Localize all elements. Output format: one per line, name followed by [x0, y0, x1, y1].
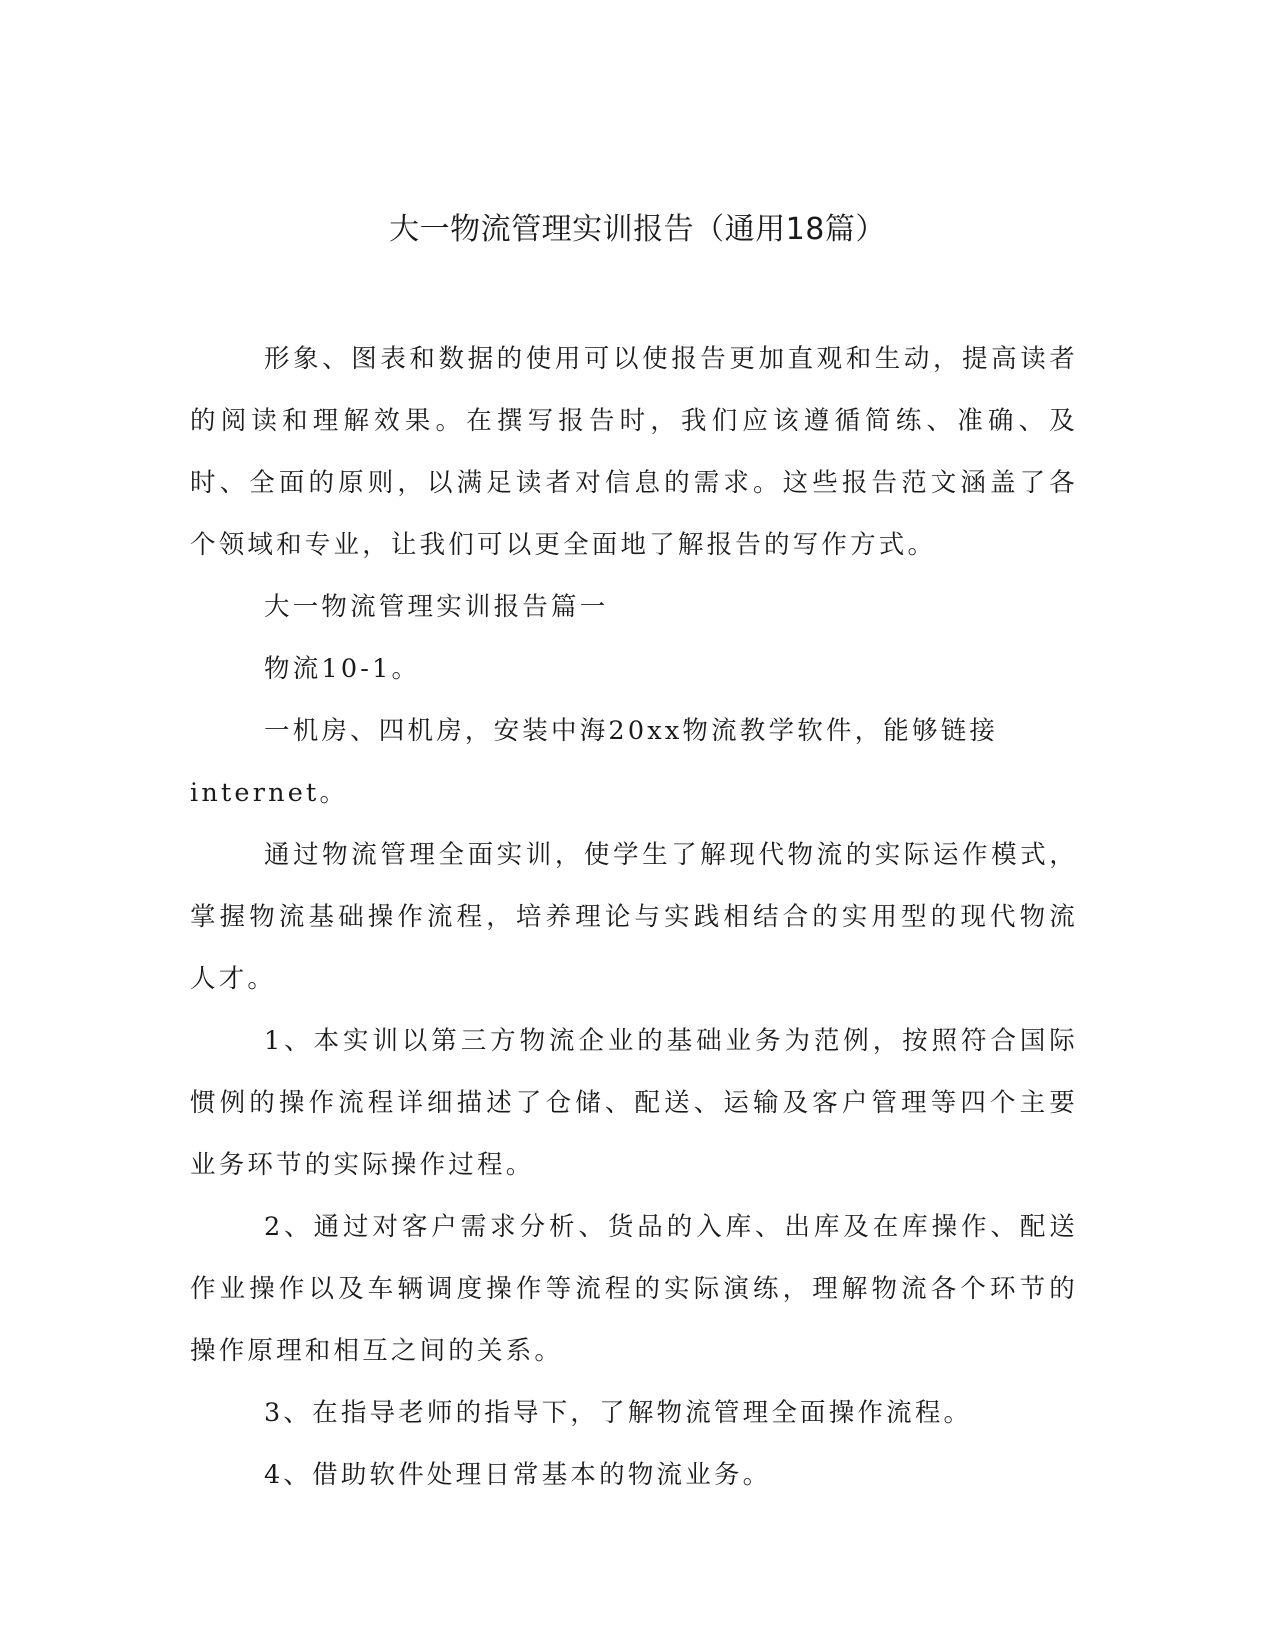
- content-item-1: 1、本实训以第三方物流企业的基础业务为范例，按照符合国际惯例的操作流程详细描述了仓储、配送、运输及客户管理等四个主要业务环节的实际操作过程。: [190, 1026, 1078, 1180]
- content-item-3: 3、在指导老师的指导下，了解物流管理全面操作流程。: [264, 1398, 973, 1428]
- section-heading: 大一物流管理实训报告篇一: [264, 592, 609, 622]
- content-item-2: 2、通过对客户需求分析、货品的入库、出库及在库操作、配送作业操作以及车辆调度操作等流程的实际演练，理解物流各个环节的操作原理和相互之间的关系。: [190, 1212, 1078, 1366]
- content-item-4: 4、借助软件处理日常基本的物流业务。: [264, 1460, 772, 1490]
- location-paragraph-continued: internet。: [190, 778, 349, 808]
- document-title: 大一物流管理实训报告（通用18篇）: [389, 212, 886, 247]
- location-paragraph: 一机房、四机房，安装中海20xx物流教学软件，能够链接: [264, 716, 999, 746]
- document-body: [190, 328, 1078, 1506]
- intro-paragraph: 形象、图表和数据的使用可以使报告更加直观和生动，提高读者的阅读和理解效果。在撰写报告时，我们应该遵循简练、准确、及时、全面的原则，以满足读者对信息的需求。这些报告范文涵盖了各个领域和专业，让我们可以更全面地了解报告的写作方式。: [190, 344, 1078, 560]
- purpose-paragraph: 通过物流管理全面实训，使学生了解现代物流的实际运作模式，掌握物流基础操作流程，培养理论与实践相结合的实用型的现代物流人才。: [190, 840, 1078, 994]
- class-paragraph: 物流10-1。: [264, 654, 421, 684]
